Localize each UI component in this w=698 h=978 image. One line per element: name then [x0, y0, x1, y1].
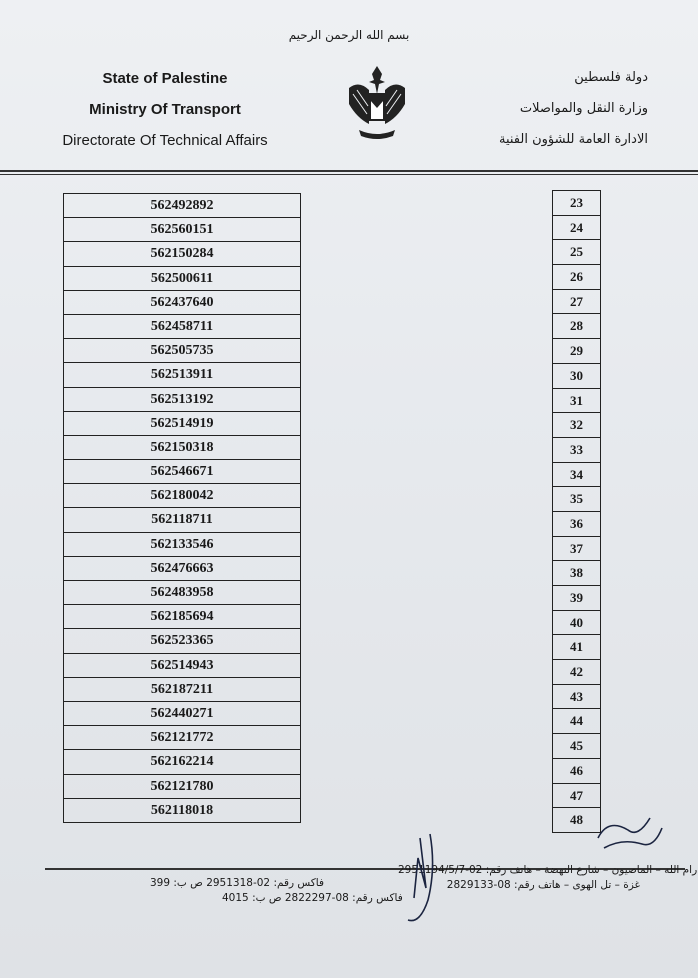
id-number-cell: 562505735 [64, 339, 300, 363]
row-number-cell: 33 [553, 438, 600, 463]
id-number-cell: 562492892 [64, 194, 300, 218]
basmala: بسم الله الرحمن الرحيم [288, 28, 410, 42]
row-number-cell: 43 [553, 685, 600, 710]
row-number-cell: 44 [553, 709, 600, 734]
id-number-cell: 562150284 [64, 242, 300, 266]
header-english [45, 63, 285, 156]
id-number-cell: 562513911 [64, 363, 300, 387]
state-name: State of Palestine [102, 70, 228, 87]
id-number-cell: 562118018 [64, 799, 300, 823]
row-number-cell: 39 [553, 586, 600, 611]
row-number-cell: 38 [553, 561, 600, 586]
row-number-cell: 29 [553, 339, 600, 364]
ministry-name-ar: وزارة النقل والمواصلات [519, 101, 648, 116]
row-number-cell: 26 [553, 265, 600, 290]
id-number-cell: 562121780 [64, 775, 300, 799]
footer-ramallah-fax: فاكس رقم: 02-2951318 ص ب: 399 [150, 877, 325, 889]
row-number-cell: 47 [553, 784, 600, 809]
row-number-cell: 42 [553, 660, 600, 685]
footer-gaza-address: غزة – تل الهوى – هاتف رقم: 08-2829133 [446, 879, 640, 891]
row-number-cell: 31 [553, 389, 600, 414]
id-number-cell: 562514919 [64, 412, 300, 436]
id-number-cell: 562440271 [64, 702, 300, 726]
header-rule-bottom [0, 174, 698, 175]
id-number-cell: 562514943 [64, 654, 300, 678]
id-number-cell: 562185694 [64, 605, 300, 629]
id-number-cell: 562513192 [64, 388, 300, 412]
row-number-column [552, 190, 601, 833]
id-number-cell: 562187211 [64, 678, 300, 702]
id-number-cell: 562523365 [64, 629, 300, 653]
row-number-cell: 36 [553, 512, 600, 537]
footer-gaza-fax: فاكس رقم: 08-2822297 ص ب: 4015 [222, 892, 403, 904]
row-number-cell: 34 [553, 463, 600, 488]
state-name-ar: دولة فلسطين [574, 70, 648, 85]
row-number-cell: 23 [553, 191, 600, 216]
id-number-cell: 562133546 [64, 533, 300, 557]
footer-ramallah-address: رام الله – الماصيون – شارع النهضة – هاتف رقم: 02-2951194/5/7 [398, 864, 698, 876]
id-number-cell: 562121772 [64, 726, 300, 750]
row-number-cell: 28 [553, 314, 600, 339]
id-number-column [63, 193, 301, 823]
id-number-cell: 562458711 [64, 315, 300, 339]
row-number-cell: 30 [553, 364, 600, 389]
id-number-cell: 562437640 [64, 291, 300, 315]
id-number-cell: 562118711 [64, 508, 300, 532]
row-number-cell: 48 [553, 808, 600, 833]
ministry-name: Ministry Of Transport [89, 101, 241, 118]
row-number-cell: 25 [553, 240, 600, 265]
id-number-cell: 562560151 [64, 218, 300, 242]
header-rule-top [0, 170, 698, 172]
header-arabic [499, 62, 648, 155]
row-number-cell: 27 [553, 290, 600, 315]
signature-left-icon [390, 828, 460, 928]
row-number-cell: 41 [553, 635, 600, 660]
id-number-cell: 562546671 [64, 460, 300, 484]
id-number-cell: 562500611 [64, 267, 300, 291]
directorate-name-ar: الادارة العامة للشؤون الفنية [498, 132, 648, 147]
row-number-cell: 40 [553, 611, 600, 636]
id-number-cell: 562180042 [64, 484, 300, 508]
id-number-cell: 562483958 [64, 581, 300, 605]
row-number-cell: 24 [553, 216, 600, 241]
row-number-cell: 45 [553, 734, 600, 759]
signature-right-icon [588, 808, 668, 858]
directorate-name: Directorate Of Technical Affairs [62, 132, 268, 149]
row-number-cell: 46 [553, 759, 600, 784]
row-number-cell: 37 [553, 537, 600, 562]
id-number-cell: 562150318 [64, 436, 300, 460]
row-number-cell: 32 [553, 413, 600, 438]
id-number-cell: 562162214 [64, 750, 300, 774]
eagle-emblem-icon [345, 60, 409, 144]
id-number-cell: 562476663 [64, 557, 300, 581]
row-number-cell: 35 [553, 487, 600, 512]
